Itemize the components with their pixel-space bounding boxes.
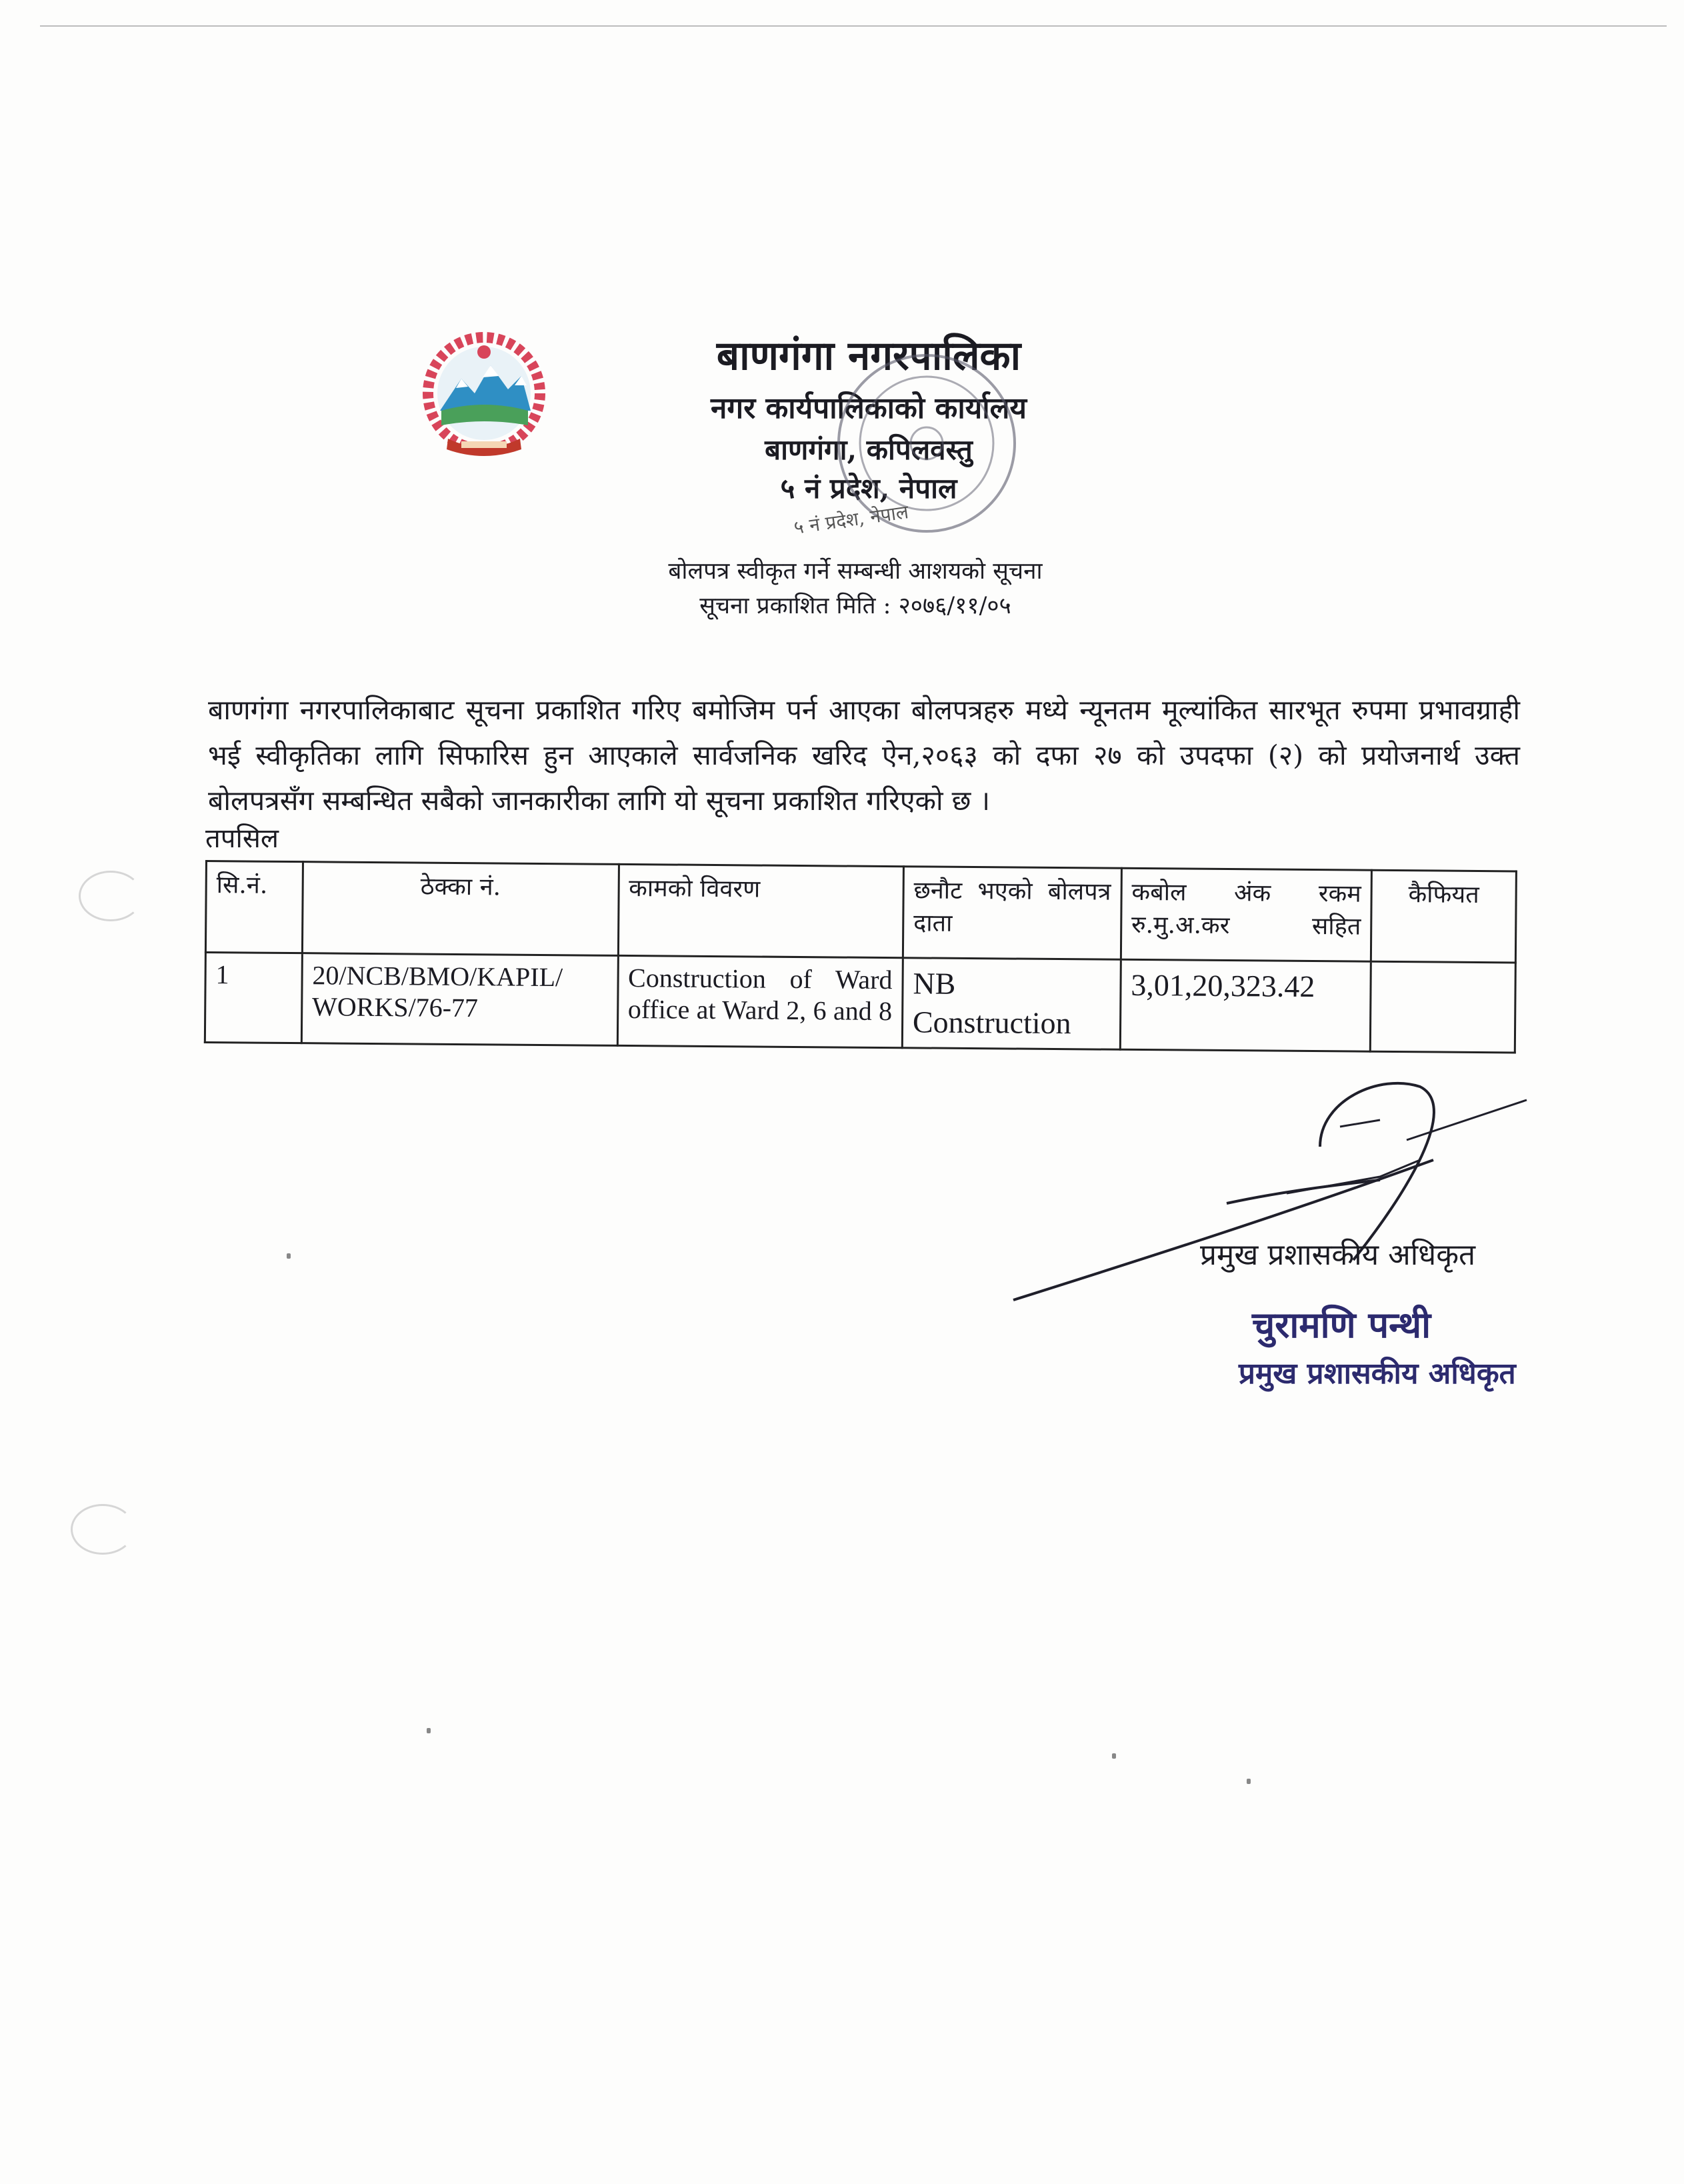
cell-amount: 3,01,20,323.42 bbox=[1120, 959, 1371, 1051]
cell-remarks bbox=[1370, 961, 1515, 1053]
header-bidder: छनौट भएको बोलपत्र दाता bbox=[903, 867, 1121, 960]
table-row bbox=[205, 953, 1515, 1053]
header-description: कामको विवरण bbox=[618, 864, 903, 957]
scan-edge-line bbox=[40, 25, 1667, 27]
office-location: बाणगंगा, कपिलवस्तु bbox=[765, 433, 973, 466]
scan-speck bbox=[287, 1253, 291, 1259]
header-contract-no: ठेक्का नं. bbox=[302, 862, 619, 956]
province-name: ५ नं प्रदेश, नेपाल bbox=[780, 472, 957, 505]
cell-serial: 1 bbox=[205, 953, 302, 1043]
header-serial: सि.नं. bbox=[205, 861, 303, 953]
publish-date-text: सूचना प्रकाशित मिति : २०७६/११/०५ bbox=[699, 593, 1011, 619]
schedule-label: तपसिल bbox=[205, 823, 279, 854]
handwritten-signature bbox=[1007, 1060, 1540, 1313]
cell-bidder: NB Construction bbox=[902, 958, 1121, 1050]
scan-speck bbox=[1247, 1779, 1251, 1784]
signatory-title: प्रमुख प्रशासकीय अधिकृत bbox=[1200, 1238, 1476, 1272]
municipality-name: बाणगंगा नगरपालिका bbox=[716, 333, 1021, 379]
table-header-row bbox=[205, 861, 1516, 963]
punch-hole-mark bbox=[79, 871, 143, 921]
tender-table bbox=[204, 860, 1517, 1053]
notice-title: बोलपत्र स्वीकृत गर्ने सम्बन्धी आशयको सूचना bbox=[668, 558, 1043, 585]
office-name: नगर कार्यपालिकाको कार्यालय bbox=[711, 391, 1027, 425]
cell-description: Construction of Ward office at Ward 2, 6 and 8 bbox=[617, 955, 903, 1047]
signatory-name-stamp: चुरामणि पन्थी bbox=[1252, 1303, 1431, 1346]
stamp-text: ५ नं प्रदेश, नेपाल bbox=[792, 501, 910, 539]
scan-speck bbox=[1112, 1753, 1116, 1759]
notice-paragraph: बाणगंगा नगरपालिकाबाट सूचना प्रकाशित गरिए बमोजिम पर्न आएका बोलपत्रहरु मध्ये न्यूनतम मूल्यांकित सारभूत रुपमा प्रभावग्राही भई स्वीकृतिका लागि सिफारिस हुन आएकाले सार्वजनिक खरिद ऐन,२०६३ को दफा २७ को उपदफा (२) को प्रयोजनार्थ उक्त बोलपत्रसँग सम्बन्धित सबैको जानकारीका लागि यो सूचना प्रकाशित गरिएको छ । bbox=[208, 694, 1520, 817]
publish-date bbox=[13, 589, 1684, 621]
punch-hole-mark bbox=[71, 1504, 135, 1555]
cell-contract-no: 20/NCB/BMO/KAPIL/ WORKS/76-77 bbox=[301, 953, 618, 1046]
header-remarks: कैफियत bbox=[1371, 870, 1516, 963]
signatory-title-stamp: प्रमुख प्रशासकीय अधिकृत bbox=[1239, 1357, 1516, 1391]
header-amount: कबोल अंक रकम रु.मु.अ.कर सहित bbox=[1121, 868, 1371, 961]
scan-speck bbox=[427, 1728, 431, 1733]
